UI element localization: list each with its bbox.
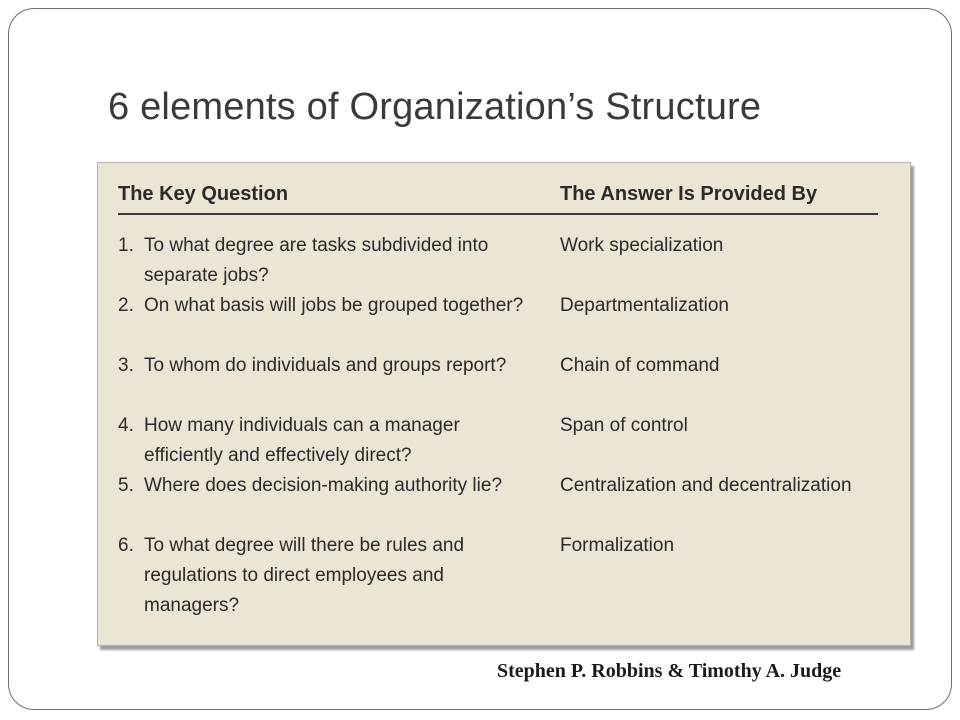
table-row	[118, 231, 898, 291]
row-answer: Formalization	[560, 535, 675, 556]
row-question: To whom do individuals and groups report?	[144, 355, 507, 376]
row-number: 6.	[118, 535, 134, 556]
header-answer: The Answer Is Provided By	[560, 183, 818, 205]
table-row	[118, 471, 898, 531]
row-question: How many individuals can a manager efficiently and effectively direct?	[144, 415, 460, 466]
table-rows	[118, 231, 898, 616]
row-answer: Departmentalization	[560, 295, 729, 316]
row-question: Where does decision-making authority lie?	[144, 475, 503, 496]
table-header	[118, 177, 878, 215]
table-row	[118, 411, 898, 471]
row-number: 2.	[118, 295, 134, 316]
row-answer: Centralization and decentralization	[560, 475, 852, 496]
row-answer: Span of control	[560, 415, 688, 436]
row-number: 3.	[118, 355, 134, 376]
row-question: On what basis will jobs be grouped together?	[144, 295, 524, 316]
structure-table	[97, 162, 911, 646]
row-answer: Work specialization	[560, 235, 724, 256]
header-key-question: The Key Question	[118, 183, 289, 205]
row-number: 5.	[118, 475, 134, 496]
row-answer: Chain of command	[560, 355, 720, 376]
row-question: To what degree are tasks subdivided into separate jobs?	[144, 235, 489, 286]
attribution: Stephen P. Robbins & Timothy A. Judge	[497, 660, 842, 682]
slide-title: 6 elements of Organization’s Structure	[108, 86, 762, 128]
table-row	[118, 531, 898, 616]
row-number: 4.	[118, 415, 134, 436]
table-row	[118, 291, 898, 351]
row-number: 1.	[118, 235, 134, 256]
table-row	[118, 351, 898, 411]
row-question: To what degree will there be rules and regulations to direct employees and managers?	[144, 535, 465, 616]
